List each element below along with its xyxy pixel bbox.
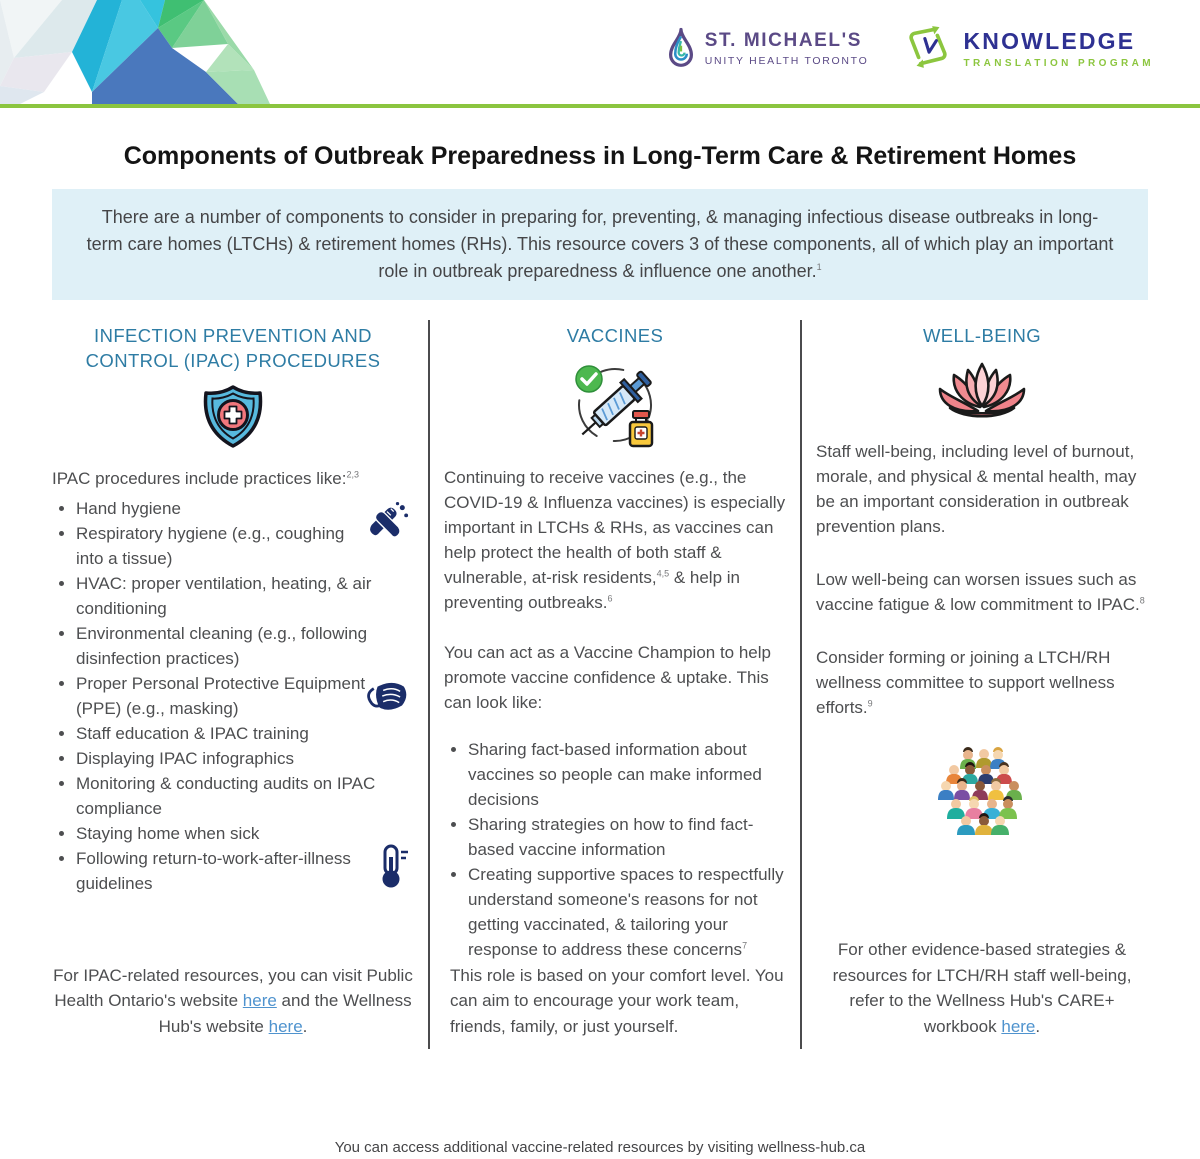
st-michaels-name: ST. MICHAEL'S [704, 29, 863, 51]
page-footer-note: You can access additional vaccine-related resources by visiting wellness-hub.ca [334, 1139, 866, 1157]
list-item: • Proper Personal Protective Equipment (PPE) (e.g., masking) [76, 672, 376, 722]
list-item: • Sharing strategies on how to find fact-based vaccine information [468, 813, 786, 863]
mask-icon [362, 681, 410, 713]
knowledge-translation-logo [904, 26, 1154, 70]
wellbeing-paragraph-1: Staff well-being, including level of burnout, morale, and physical & mental health, may be an important consideration in outbreak prevention plans. [816, 441, 1137, 536]
list-item: • Displaying IPAC infographics [76, 747, 376, 772]
header-divider-line [0, 104, 1200, 108]
ktp-name: KNOWLEDGE [963, 27, 1136, 54]
vaccines-footer: This role is based on your comfort level. You can aim to encourage your work team, friends, family, or just yourself. [450, 965, 784, 1036]
ipac-lead-footnote: 2,3 [346, 469, 360, 480]
list-item: • HVAC: proper ventilation, heating, & air conditioning [76, 572, 376, 622]
list-item: • Following return-to-work-after-illness guidelines [76, 847, 376, 897]
vaccines-bullet-list [444, 738, 786, 963]
st-michaels-logo [666, 27, 869, 69]
list-item: • Respiratory hygiene (e.g., coughing into a tissue) [76, 522, 376, 572]
wellness-hub-website-link[interactable]: here [268, 1016, 303, 1036]
lotus-icon [938, 359, 1026, 423]
intro-text: There are a number of components to consider in preparing for, preventing, & managing infectious disease outbreaks in long-term care homes (LTCHs) & retirement homes (RHs). This resource covers 3 of these components, all of which play an important role in outbreak preparedness & influence one another. [86, 207, 1114, 281]
shield-cross-icon [197, 384, 269, 450]
water-drop-icon [666, 27, 696, 69]
page-header [0, 0, 1200, 104]
intro-box [52, 189, 1148, 300]
ipac-bullet-list [52, 497, 414, 897]
wellbeing-footer: For other evidence-based strategies & resources for LTCH/RH staff well-being, refer to the Wellness Hub's CARE+ workbook here. [832, 940, 1132, 1036]
st-michaels-subtitle: UNITY HEALTH TORONTO [704, 54, 869, 67]
vaccines-paragraph-1: Continuing to receive vaccines (e.g., the COVID-19 & Influenza vaccines) is especially important in LTCHs & RHs, as vaccines can help protect the health of both staff & vulnerable, at-risk residents,$^{4,5}$ & help in preventing outbreaks.$^6$ [444, 467, 786, 612]
page-title: Components of Outbreak Preparedness in Long-Term Care & Retirement Homes [123, 142, 1077, 170]
content-columns [52, 320, 1148, 1049]
crowd-row-bottom [957, 813, 1009, 835]
pho-website-link[interactable]: here [242, 991, 277, 1011]
ipac-footer: For IPAC-related resources, you can visit Public Health Ontario's website here and the Wellness Hub's website here. [53, 965, 413, 1036]
intro-footnote: 1 [816, 262, 822, 272]
wellbeing-heading: WELL-BEING [922, 325, 1042, 346]
syringe-check-icon [563, 359, 667, 449]
ipac-heading: INFECTION PREVENTION AND CONTROL (IPAC) PROCEDURES [85, 325, 381, 371]
recycle-triangle-icon [904, 26, 952, 70]
thermometer-icon [374, 843, 410, 889]
ktp-subtitle: TRANSLATION PROGRAM [963, 57, 1154, 69]
vaccines-heading: VACCINES [566, 325, 664, 346]
vaccine-vial [630, 411, 652, 446]
ipac-lead: IPAC procedures include practices like:$^{2,3}$ [52, 468, 360, 488]
polygon-art-decoration [0, 0, 300, 104]
care-workbook-link[interactable]: here [1001, 1016, 1036, 1036]
column-ipac [52, 320, 430, 1049]
list-item: • Sharing fact-based information about vaccines so people can make informed decisions [468, 738, 786, 813]
list-item: • Creating supportive spaces to respectfully understand someone's reasons for not getting vaccinated, & tailoring your response to address these concerns$^7$ [468, 863, 786, 963]
list-item: • Hand hygiene [76, 497, 376, 522]
column-wellbeing [802, 320, 1148, 1049]
list-item: • Environmental cleaning (e.g., following disinfection practices) [76, 622, 376, 672]
vaccines-paragraph-2: You can act as a Vaccine Champion to help promote vaccine confidence & uptake. This can look like: [444, 642, 771, 712]
wellbeing-paragraph-2: Low well-being can worsen issues such as vaccine fatigue & low commitment to IPAC.$^8$ [816, 569, 1145, 614]
handwash-icon [362, 501, 410, 547]
list-item: • Monitoring & conducting audits on IPAC compliance [76, 772, 376, 822]
list-item: • Staff education & IPAC training [76, 722, 376, 747]
wellbeing-paragraph-3: Consider forming or joining a LTCH/RH wellness committee to support wellness efforts.$^9$ [816, 647, 1115, 717]
list-item: • Staying home when sick [76, 822, 376, 847]
diverse-crowd-icon [934, 747, 1030, 835]
column-vaccines [430, 320, 802, 1049]
